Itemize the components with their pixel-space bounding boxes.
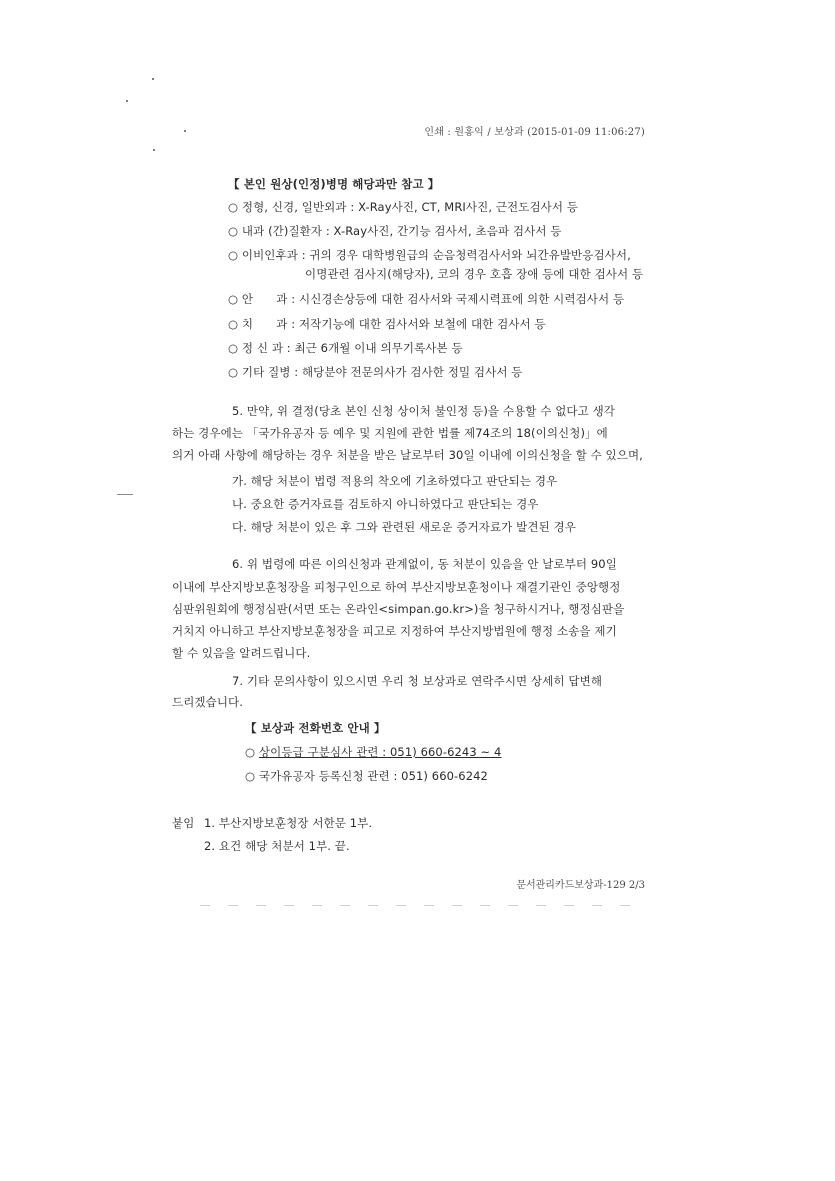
scan-edge-mark: [117, 494, 133, 495]
phone-heading: 【 보상과 전화번호 안내 】: [245, 721, 386, 735]
attachments-label: 붙임: [172, 816, 195, 830]
document-id-footer: 문서관리카드보상과-129 2/3: [516, 880, 645, 891]
phone-item-grade: [245, 744, 501, 760]
reference-item: ○ 안 과 : 시신경손상등에 대한 검사서와 국제시력표에 의한 시력검사서 등: [228, 292, 625, 306]
paragraph-5-subitem: 다. 해당 처분이 있은 후 그와 관련된 새로운 증거자료가 발견된 경우: [232, 520, 576, 534]
attachment-item: 2. 요건 해당 처분서 1부. 끝.: [204, 839, 350, 853]
scan-speck: [126, 100, 128, 102]
scan-speck: [152, 78, 154, 80]
reference-heading: 【 본인 원상(인정)병명 해당과만 참고 】: [228, 177, 440, 191]
paragraph-5-line: 의거 아래 사항에 해당하는 경우 처분을 받은 날로부터 30일 이내에 이의신청을 할 수 있으며,: [172, 448, 643, 462]
reference-item: ○ 치 과 : 저작기능에 대한 검사서와 보철에 대한 검사서 등: [228, 317, 546, 331]
print-info-header: 인쇄 : 원홍익 / 보상과 (2015-01-09 11:06:27): [424, 127, 645, 138]
paragraph-6-line: 6. 위 법령에 따른 이의신청과 관계없이, 동 처분이 있음을 안 날로부터 90일: [232, 557, 617, 571]
reference-item-continued: 이명관련 검사지(해당자), 코의 경우 호흡 장애 등에 대한 검사서 등: [305, 267, 644, 281]
reference-item: ○ 정 신 과 : 최근 6개월 이내 의무기록사본 등: [228, 341, 463, 355]
bullet-circle: ○: [245, 745, 256, 759]
paragraph-7-line: 7. 기타 문의사항이 있으시면 우리 청 보상과로 연락주시면 상세히 답변해: [232, 674, 603, 688]
phone-item-registration: ○ 국가유공자 등록신청 관련 : 051) 660-6242: [245, 769, 488, 783]
scan-speck: [184, 130, 186, 132]
paragraph-5-line: 5. 만약, 위 결정(당초 본인 신청 상이처 불인정 등)을 수용할 수 없다고 생각: [232, 404, 616, 418]
reference-item: ○ 정형, 신경, 일반외과 : X-Ray사진, CT, MRI사진, 근전도검사서 등: [228, 200, 579, 214]
reference-item: ○ 이비인후과 : 귀의 경우 대학병원급의 순음청력검사서와 뇌간유발반응검사서,: [228, 248, 631, 262]
paragraph-6-line: 심판위원회에 행정심판(서면 또는 온라인<simpan.go.kr>)을 청구하시거나, 행정심판을: [172, 602, 625, 616]
paragraph-5-line: 하는 경우에는 「국가유공자 등 예우 및 지원에 관한 법률 제74조의 18(이의신청)」에: [172, 426, 608, 440]
reference-item: ○ 내과 (간)질환자 : X-Ray사진, 간기능 검사서, 초음파 검사서 등: [228, 224, 562, 238]
attachment-item: 1. 부산지방보훈청장 서한문 1부.: [204, 816, 373, 830]
paragraph-7-line: 드리겠습니다.: [172, 695, 244, 709]
paragraph-5-subitem: 가. 해당 처분이 법령 적용의 착오에 기초하였다고 판단되는 경우: [232, 474, 558, 488]
phone-item-grade-text: 상이등급 구분심사 관련 : 051) 660-6243 ~ 4: [258, 745, 502, 759]
paragraph-6-line: 거치지 아니하고 부산지방보훈청장을 피고로 지정하여 부산지방법원에 행정 소송을 제기: [172, 624, 617, 638]
paragraph-6-line: 이내에 부산지방보훈청장을 피청구인으로 하여 부산지방보훈청이나 재결기관인 중앙행정: [172, 580, 621, 594]
paragraph-6-line: 할 수 있음을 알려드립니다.: [172, 646, 311, 660]
paragraph-5-subitem: 나. 중요한 증거자료를 검토하지 아니하였다고 판단되는 경우: [232, 497, 539, 511]
reference-item: ○ 기타 질병 : 해당분야 전문의사가 검사한 정밀 검사서 등: [228, 365, 523, 379]
scan-speck: [153, 149, 155, 151]
scan-artifact-line: [200, 905, 630, 906]
